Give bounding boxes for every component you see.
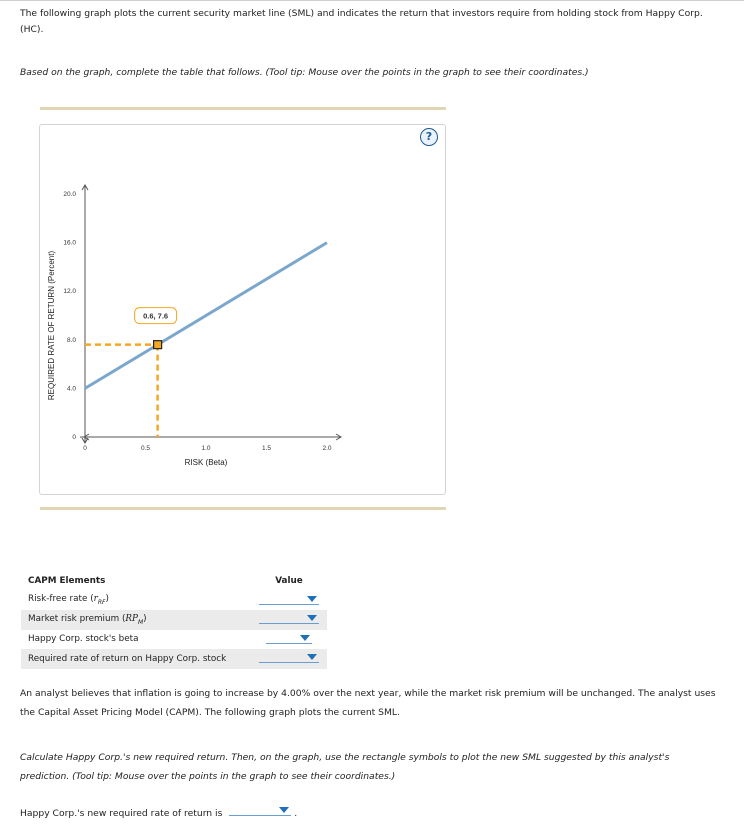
required-return-dropdown[interactable]: [259, 651, 319, 663]
intro-line-1: The following graph plots the current security market line (SML) and indicates the return that investors require from holding stock from Happy Corp.: [20, 8, 703, 19]
stock-beta-dropdown[interactable]: [266, 632, 312, 644]
new-return-dropdown[interactable]: [229, 804, 291, 816]
y-tick-label: 20.0: [63, 191, 76, 198]
table-row: [21, 630, 327, 650]
x-tick-label: 1.5: [261, 445, 272, 452]
capm-elements-header: CAPM Elements: [28, 575, 106, 586]
y-tick-label: 8.0: [66, 336, 76, 344]
graph-bottom-bar: [40, 507, 446, 510]
risk-free-rate-label: Risk-free rate $(r_{RF})$: [28, 594, 109, 607]
y-tick-label: 16.0: [63, 239, 76, 247]
intro-line-2: (HC).: [20, 24, 44, 35]
table-row: [21, 591, 327, 611]
sml-line: [85, 243, 327, 389]
chevron-down-icon: [307, 654, 317, 660]
table-row: [21, 610, 327, 630]
capm-table: [21, 571, 327, 669]
chevron-down-icon: [300, 635, 310, 641]
y-tick-label: 4.0: [66, 385, 76, 393]
market-risk-premium-label: Market risk premium $(RP_M)$: [21, 610, 251, 630]
stock-beta-label: Happy Corp. stock's beta: [28, 634, 139, 645]
analyst-line-1: An analyst believes that inflation is going to increase by 4.00% over the next year, while the market risk premium will be unchanged. The analyst uses: [20, 688, 716, 699]
point-tooltip-label: 0.6, 7.6: [143, 311, 169, 321]
risk-free-rate-dropdown[interactable]: [259, 593, 319, 605]
calculate-line-2: prediction. (Tool tip: Mouse over the points in the graph to see their coordinates.): [20, 771, 396, 782]
chevron-down-icon: [307, 615, 317, 621]
x-axis-label: RISK (Beta): [184, 458, 228, 467]
calculate-instruction: [20, 748, 720, 786]
y-tick-label: 0: [72, 434, 76, 441]
x-tick-label: 0.5: [140, 445, 151, 452]
x-tick-label: 1.0: [201, 445, 211, 452]
required-return-label: Required rate of return on Happy Corp. stock: [21, 649, 251, 669]
y-tick-label: 12.0: [63, 288, 76, 296]
sentence-period: .: [294, 808, 298, 819]
y-axis-label: REQUIRED RATE OF RETURN (Percent): [47, 250, 56, 401]
help-icon[interactable]: ?: [420, 128, 438, 146]
new-return-row: [20, 804, 297, 819]
analyst-paragraph: [20, 684, 720, 722]
calculate-line-1: Calculate Happy Corp.'s new required return. Then, on the graph, use the rectangle symbols to plot the new SML suggested by this analyst's: [20, 752, 670, 763]
x-tick-label: 2.0: [322, 445, 332, 452]
table-row: [21, 649, 327, 669]
chevron-down-icon: [307, 596, 317, 602]
analyst-line-2: the Capital Asset Pricing Model (CAPM). The following graph plots the current SML.: [20, 707, 400, 718]
value-header: Value: [275, 575, 303, 586]
hc-point[interactable]: [154, 341, 162, 349]
x-tick-label: 0: [83, 445, 87, 452]
market-risk-premium-dropdown[interactable]: [259, 612, 319, 624]
chevron-down-icon: [279, 807, 289, 813]
graph-instruction: Based on the graph, complete the table that follows. (Tool tip: Mouse over the points in the graph to see their coordinates.): [20, 67, 589, 78]
new-return-label: Happy Corp.'s new required rate of return is: [20, 808, 223, 819]
